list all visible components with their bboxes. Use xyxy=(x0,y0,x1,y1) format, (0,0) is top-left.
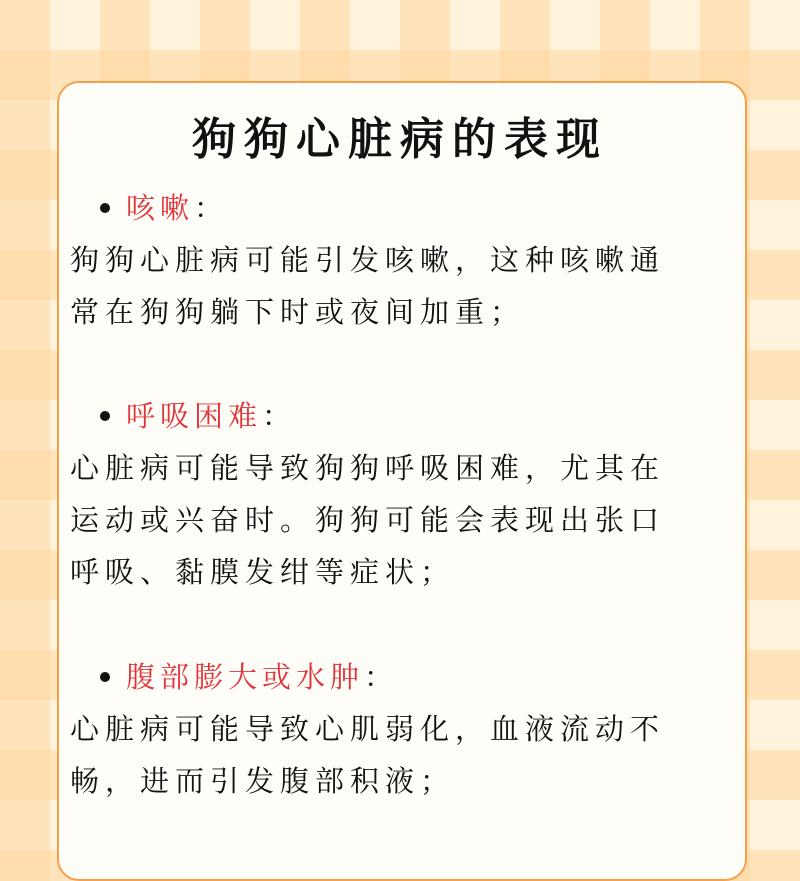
body-line: 运动或兴奋时。狗狗可能会表现出张口 xyxy=(70,503,666,537)
heading-colon: ： xyxy=(262,399,297,433)
section-cough xyxy=(70,182,740,338)
heading-label: 呼吸困难 xyxy=(126,399,263,433)
heading-label: 咳嗽 xyxy=(126,191,195,225)
bullet-icon xyxy=(100,203,110,213)
body-line: 狗狗心脏病可能引发咳嗽，这种咳嗽通 xyxy=(70,243,666,277)
section-abdomen xyxy=(70,651,740,807)
section-heading xyxy=(70,182,740,234)
heading-colon: ： xyxy=(194,191,229,225)
section-heading xyxy=(70,651,740,703)
body-line: 心脏病可能导致心肌弱化，血液流动不 xyxy=(70,712,666,746)
section-breathing xyxy=(70,390,740,598)
body-line: 畅，进而引发腹部积液； xyxy=(70,764,456,798)
heading-label: 腹部膨大或水肿 xyxy=(126,660,365,694)
heading-colon: ： xyxy=(364,660,399,694)
bullet-icon xyxy=(100,411,110,421)
body-line: 心脏病可能导致狗狗呼吸困难，尤其在 xyxy=(70,451,666,485)
section-heading xyxy=(70,390,740,442)
body-line: 呼吸、黏膜发绀等症状； xyxy=(70,555,456,589)
body-line: 常在狗狗躺下时或夜间加重； xyxy=(70,295,526,329)
page-title: 狗狗心脏病的表现 xyxy=(192,114,608,165)
bullet-icon xyxy=(100,672,110,682)
